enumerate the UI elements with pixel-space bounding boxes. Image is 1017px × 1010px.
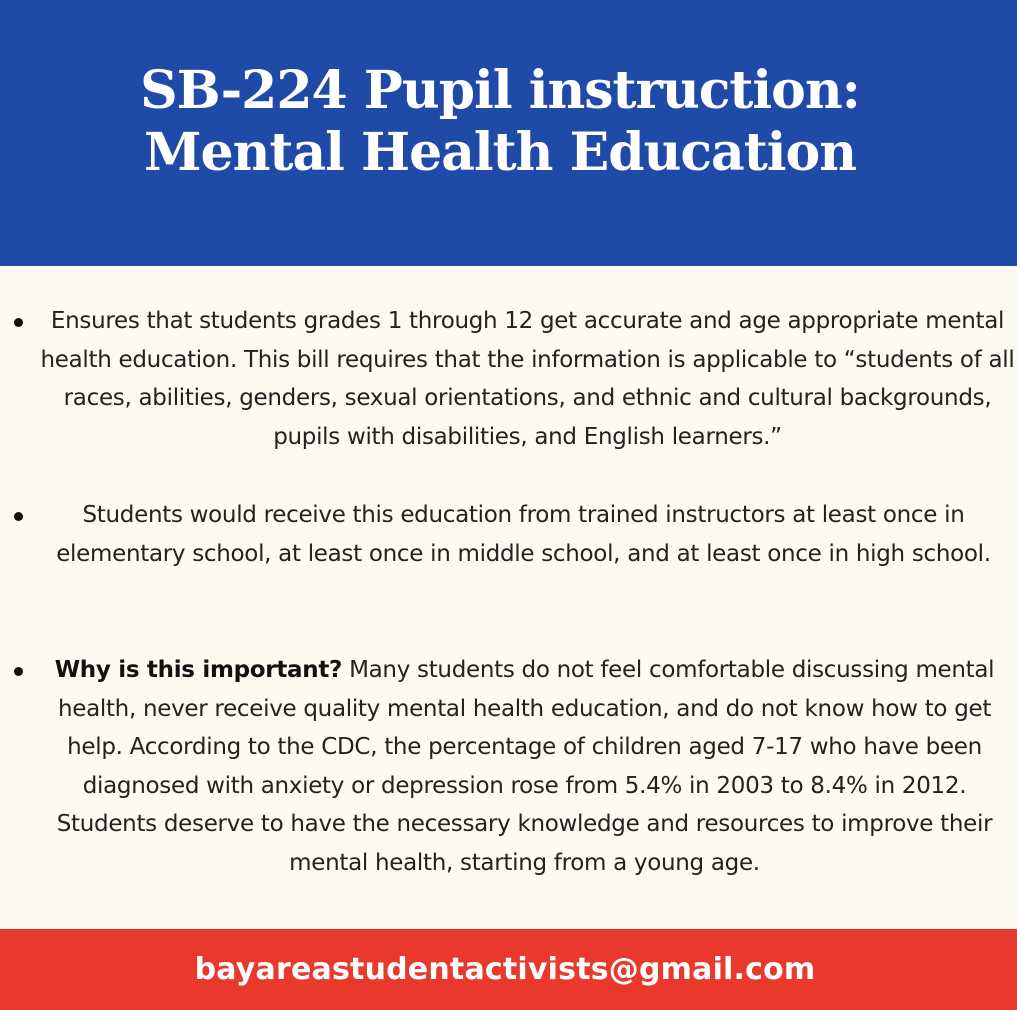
page-title-line-2: Mental Health Education bbox=[143, 122, 857, 183]
page-title-line-1: SB-224 Pupil instruction: bbox=[140, 60, 860, 121]
bullet-text bbox=[36, 651, 1013, 882]
bullet-text-body: Students would receive this education from trained instructors at least once in elementary school, at least once in middle school, and at least once in high school. bbox=[56, 502, 991, 567]
bullet-text bbox=[34, 302, 1017, 456]
bullet-dot-icon bbox=[14, 318, 23, 327]
content-section bbox=[0, 266, 1017, 929]
page-title bbox=[0, 60, 1000, 184]
bullet-text-body: Many students do not feel comfortable discussing mental health, never receive quality mental health education, and do not know how to get help. According to the CDC, the percentage of children aged 7-17 who have been diagnosed with anxiety or depression rose from 5.4% in 2003 to 8.4% in 2012. Students deserve to have the necessary knowledge and resources to improve their mental health, starting from a young age. bbox=[56, 657, 995, 876]
bullet-text bbox=[30, 496, 1017, 573]
header-banner bbox=[0, 0, 1017, 266]
bullet-dot-icon bbox=[14, 512, 23, 521]
bullet-text-body: Ensures that students grades 1 through 12 get accurate and age appropriate mental health education. This bill requires that the information is applicable to “students of all races, abilities, genders, sexual orientations, and ethnic and cultural backgrounds, pupils with disabilities, and English learners.” bbox=[40, 308, 1015, 450]
bullet-lead-text: Why is this important? bbox=[54, 657, 343, 683]
footer-banner bbox=[0, 929, 1017, 1010]
bullet-dot-icon bbox=[14, 667, 23, 676]
contact-email: bayareastudentactivists@gmail.com bbox=[194, 952, 816, 987]
